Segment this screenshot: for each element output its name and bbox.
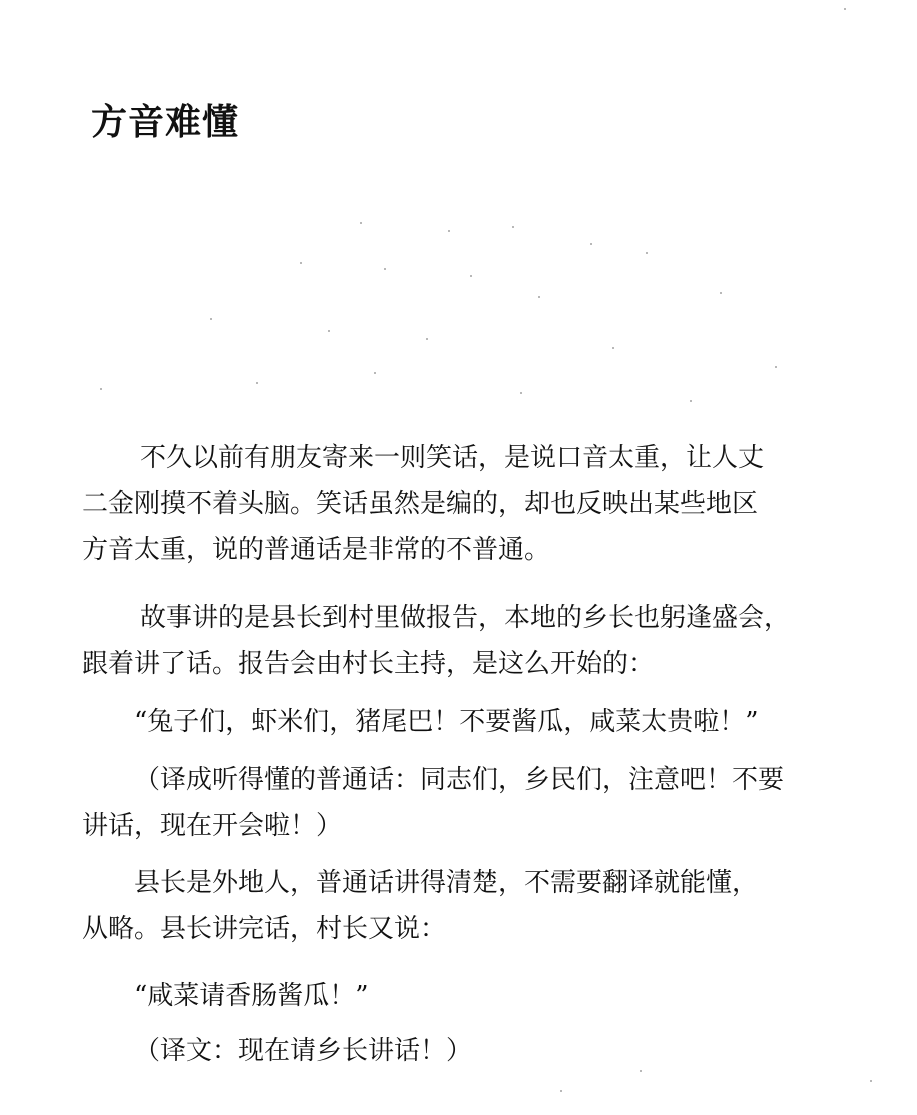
text-line: （译成听得懂的普通话：同志们，乡民们，注意吧！不要 [134, 765, 785, 795]
text-line: （译文：现在请乡长讲话！） [134, 1036, 473, 1066]
paragraph-5 [82, 860, 842, 952]
text-line: 不久以前有朋友寄来一则笑话，是说口音太重，让人丈 [140, 443, 765, 473]
page-title: 方音难懂 [91, 101, 240, 143]
text-line: 跟着讲了话。报告会由村长主持，是这么开始的： [82, 649, 655, 679]
paragraph-4-translation [82, 757, 842, 849]
paragraph-1 [82, 435, 842, 573]
text-line: “咸菜请香肠酱瓜！” [134, 981, 369, 1011]
text-line: 讲话，现在开会啦！） [82, 811, 343, 841]
text-line: 县长是外地人，普通话讲得清楚，不需要翻译就能懂， [134, 868, 759, 898]
text-line: 二金刚摸不着头脑。笑话虽然是编的，却也反映出某些地区 [82, 489, 759, 519]
text-line: 故事讲的是县长到村里做报告，本地的乡长也躬逢盛会， [140, 603, 791, 633]
paragraph-7-translation [82, 1028, 842, 1074]
paragraph-2 [82, 595, 842, 687]
paragraph-3-quote [82, 699, 842, 745]
paragraph-6-quote [82, 973, 842, 1019]
text-line: 从略。县长讲完话，村长又说： [82, 914, 447, 944]
text-line: “兔子们，虾米们，猪尾巴！不要酱瓜，咸菜太贵啦！” [134, 707, 759, 737]
text-line: 方音太重，说的普通话是非常的不普通。 [82, 535, 551, 565]
